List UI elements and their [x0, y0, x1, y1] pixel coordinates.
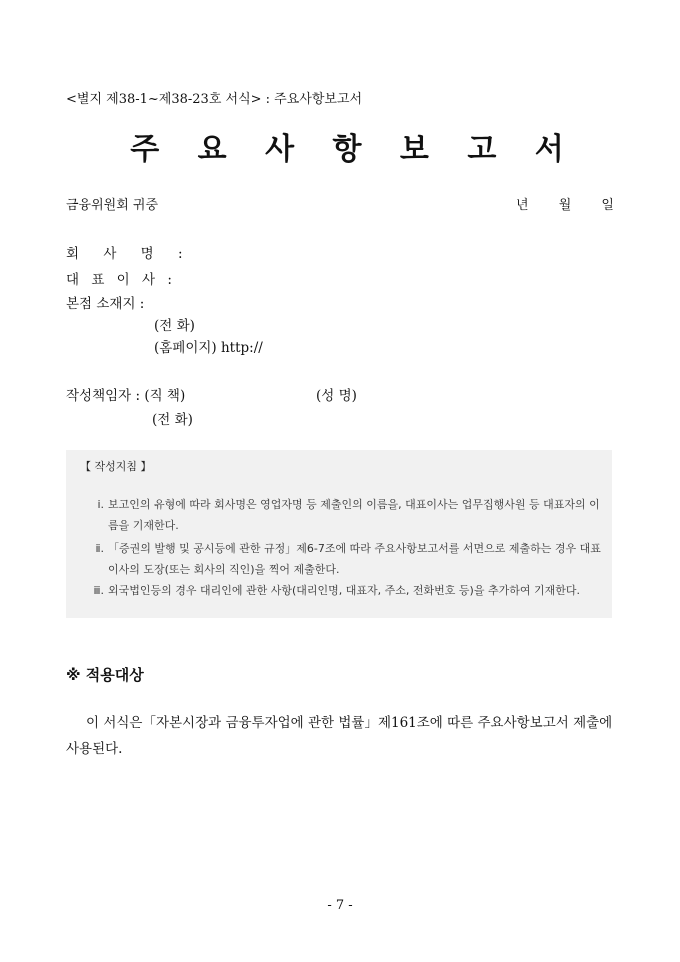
guideline-text: 외국법인등의 경우 대리인에 관한 사항(대리인명, 대표자, 주소, 전화번호 등)을 추가하여 기재한다.: [108, 584, 580, 597]
section-heading: ※ 적용대상: [66, 666, 144, 684]
guideline-number: ⅱ.: [95, 542, 104, 555]
author-name-label: (성 명): [316, 388, 357, 404]
ceo-label: 대 표 이 사 :: [66, 272, 176, 288]
document-title: 주 요 사 항 보 고 서: [130, 132, 578, 167]
guideline-item: [80, 580, 608, 601]
phone-label: (전 화): [154, 318, 195, 334]
page-number: - 7 -: [327, 898, 353, 913]
date-month: 월: [558, 198, 572, 213]
company-name-label: 회 사 명 :: [66, 246, 193, 262]
date-field: [516, 194, 614, 213]
date-day: 일: [601, 198, 614, 213]
guideline-text: 보고인의 유형에 따라 회사명은 영업자명 등 제출인의 이름을, 대표이사는 업무집행사원 등 대표자의 이름을 기재한다.: [108, 498, 600, 532]
recipient: 금융위원회 귀중: [66, 198, 159, 213]
head-office-label: 본점 소재지 :: [66, 296, 145, 312]
author-phone-label: (전 화): [152, 412, 193, 428]
form-reference: <별지 제38-1~제38-23호 서식> : 주요사항보고서: [66, 92, 363, 107]
date-year: 년: [516, 198, 529, 213]
guidelines-title: 【 작성지침 】: [80, 460, 152, 473]
guideline-number: ⅰ.: [97, 498, 104, 511]
author-title-label: 작성책임자 : (직 책): [66, 388, 186, 404]
section-body: 이 서식은「자본시장과 금융투자업에 관한 법률」제161조에 따른 주요사항보고서 제출에 사용된다.: [66, 715, 613, 757]
guideline-item: [80, 494, 608, 536]
guideline-text: 「증권의 발행 및 공시등에 관한 규정」제6-7조에 따라 주요사항보고서를 서면으로 제출하는 경우 대표이사의 도장(또는 회사의 직인)을 찍어 제출한다.: [108, 542, 601, 576]
homepage-label: (홈페이지) http://: [154, 340, 263, 356]
guideline-number: ⅲ.: [93, 584, 104, 597]
writing-guidelines-box: [66, 450, 612, 618]
guideline-item: [80, 538, 608, 580]
